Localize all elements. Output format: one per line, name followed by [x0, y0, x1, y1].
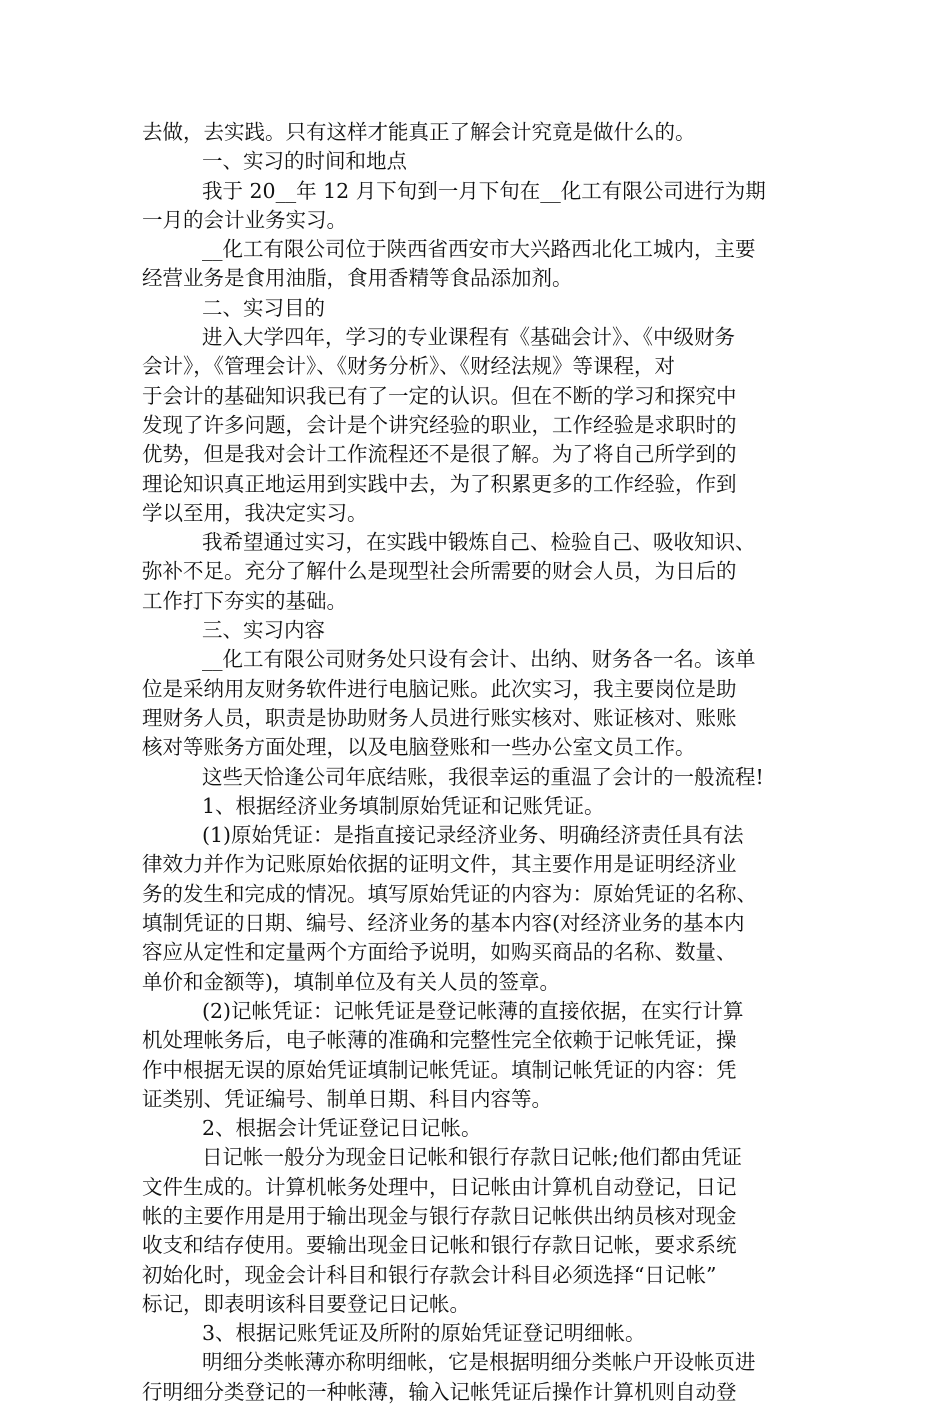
text-line: 于会计的基础知识我已有了一定的认识。但在不断的学习和探究中 — [142, 383, 737, 408]
text-line: 机处理帐务后，电子帐薄的准确和完整性完全依赖于记帐凭证，操 — [142, 1028, 737, 1053]
text-line: 务的发生和完成的情况。填写原始凭证的内容为：原始凭证的名称、 — [142, 881, 757, 906]
text-line: (2)记帐凭证：记帐凭证是登记帐薄的直接依据，在实行计算 — [202, 998, 744, 1023]
text-line: 工作打下夯实的基础。 — [142, 588, 347, 613]
subheading-step-1: 1、根据经济业务填制原始凭证和记账凭证。 — [202, 793, 605, 818]
text-line: 我于 20__年 12 月下旬到一月下旬在__化工有限公司进行为期 — [202, 178, 766, 203]
text-line: 律效力并作为记账原始依据的证明文件，其主要作用是证明经济业 — [142, 852, 737, 877]
text-line: (1)原始凭证：是指直接记录经济业务、明确经济责任具有法 — [202, 823, 744, 848]
section-heading-time-place: 一、实习的时间和地点 — [202, 149, 407, 174]
text-line: 优势，但是我对会计工作流程还不是很了解。为了将自己所学到的 — [142, 442, 737, 467]
text-line: 去做，去实践。只有这样才能真正了解会计究竟是做什么的。 — [142, 120, 696, 144]
text-line: 弥补不足。充分了解什么是现型社会所需要的财会人员，为日后的 — [142, 559, 737, 584]
document-body — [142, 118, 822, 1407]
text-line: 明细分类帐薄亦称明细帐，它是根据明细分类帐户开设帐页进 — [202, 1350, 756, 1375]
subheading-step-3: 3、根据记账凭证及所附的原始凭证登记明细帐。 — [202, 1321, 646, 1346]
text-line: 一月的会计业务实习。 — [142, 207, 347, 232]
text-line: 单价和金额等)，填制单位及有关人员的签章。 — [142, 969, 560, 994]
text-line: 证类别、凭证编号、制单日期、科目内容等。 — [142, 1086, 552, 1111]
text-line: 学以至用，我决定实习。 — [142, 500, 368, 525]
text-line: 行明细分类登记的一种帐薄，输入记帐凭证后操作计算机则自动登 — [142, 1379, 737, 1404]
text-line: 理财务人员，职责是协助财务人员进行账实核对、账证核对、账账 — [142, 705, 737, 730]
text-line: __化工有限公司财务处只设有会计、出纳、财务各一名。该单 — [202, 647, 756, 672]
text-line: 位是采纳用友财务软件进行电脑记账。此次实习，我主要岗位是助 — [142, 676, 737, 701]
text-line: 核对等账务方面处理，以及电脑登账和一些办公室文员工作。 — [142, 735, 696, 760]
text-line: 作中根据无误的原始凭证填制记帐凭证。填制记帐凭证的内容：凭 — [142, 1057, 737, 1082]
text-line: 我希望通过实习，在实践中锻炼自己、检验自己、吸收知识、 — [202, 530, 756, 555]
text-line: 标记，即表明该科目要登记日记帐。 — [142, 1291, 470, 1316]
text-line: 进入大学四年，学习的专业课程有《基础会计》、《中级财务 — [202, 325, 735, 350]
text-line: 填制凭证的日期、编号、经济业务的基本内容(对经济业务的基本内 — [142, 911, 745, 936]
text-line: 容应从定性和定量两个方面给予说明，如购买商品的名称、数量、 — [142, 940, 737, 965]
text-line: 文件生成的。计算机帐务处理中，日记帐由计算机自动登记，日记 — [142, 1174, 737, 1199]
section-heading-content: 三、实习内容 — [202, 618, 325, 643]
text-line: 经营业务是食用油脂，食用香精等食品添加剂。 — [142, 266, 573, 291]
text-line: 收支和结存使用。要输出现金日记帐和银行存款日记帐，要求系统 — [142, 1233, 737, 1258]
text-line: 这些天恰逢公司年底结账，我很幸运的重温了会计的一般流程! — [202, 764, 764, 789]
text-line: __化工有限公司位于陕西省西安市大兴路西北化工城内，主要 — [202, 237, 756, 262]
section-heading-purpose: 二、实习目的 — [202, 295, 325, 320]
text-line: 理论知识真正地运用到实践中去，为了积累更多的工作经验，作到 — [142, 471, 737, 496]
text-line: 发现了许多问题，会计是个讲究经验的职业，工作经验是求职时的 — [142, 412, 737, 437]
text-line: 日记帐一般分为现金日记帐和银行存款日记帐;他们都由凭证 — [202, 1145, 742, 1170]
text-line: 初始化时，现金会计科目和银行存款会计科目必须选择“日记帐” — [142, 1262, 717, 1287]
subheading-step-2: 2、根据会计凭证登记日记帐。 — [202, 1116, 482, 1141]
text-line: 帐的主要作用是用于输出现金与银行存款日记帐供出纳员核对现金 — [142, 1203, 737, 1228]
text-line: 会计》，《管理会计》、《财务分析》、《财经法规》等课程，对 — [142, 354, 675, 379]
